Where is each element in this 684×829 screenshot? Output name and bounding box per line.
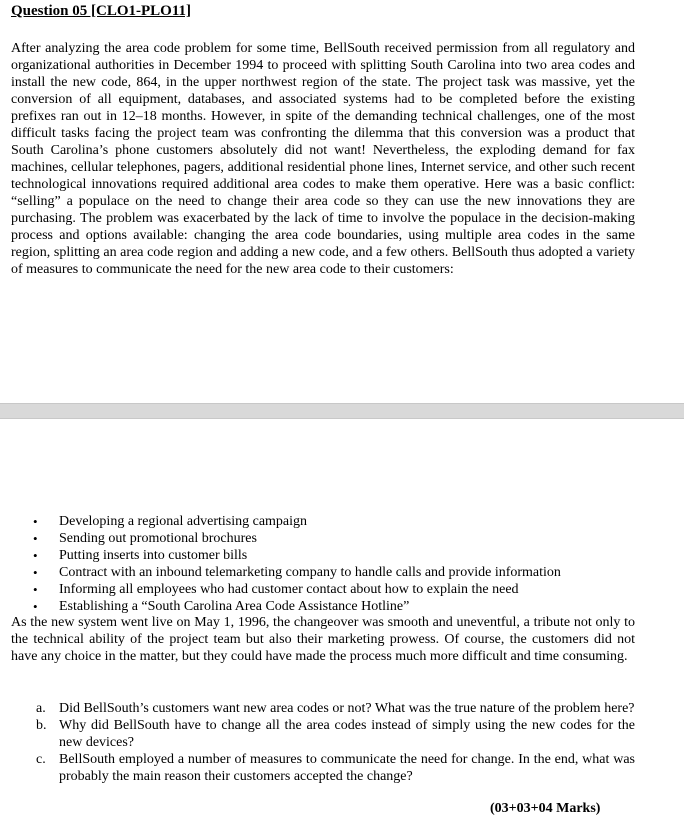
bullet-icon: • — [33, 582, 38, 597]
bullet-icon: • — [33, 548, 38, 563]
sub-question-c — [11, 751, 635, 785]
sub-question-text: BellSouth employed a number of measures to communicate the need for change. In the end, what was probably the main reason their customers accepted the change? — [59, 752, 635, 784]
sub-question-text: Why did BellSouth have to change all the area codes instead of simply using the new codes for the new devices? — [59, 718, 635, 750]
bullet-icon: • — [33, 599, 38, 614]
list-item: • Contract with an inbound telemarketing company to handle calls and provide information — [33, 565, 561, 580]
sub-questions-list — [11, 700, 635, 785]
sub-question-text: Did BellSouth’s customers want new area codes or not? What was the true nature of the problem here? — [59, 701, 635, 716]
bullet-icon: • — [33, 531, 38, 546]
list-item: • Putting inserts into customer bills — [33, 548, 248, 563]
list-item: • Establishing a “South Carolina Area Code Assistance Hotline” — [33, 599, 410, 614]
bullet-icon: • — [33, 565, 38, 580]
closing-paragraph: As the new system went live on May 1, 1996, the changeover was smooth and uneventful, a tribute not only to the technical ability of the project team but also their marketing prowess. Of course, the customers did not have any choice in the matter, but they could have made the process much more difficult and time consuming. — [11, 615, 635, 664]
marks-allocation: (03+03+04 Marks) — [490, 801, 601, 816]
list-item: • Informing all employees who had customer contact about how to explain the need — [33, 582, 519, 597]
intro-paragraph: After analyzing the area code problem for some time, BellSouth received permission from all regulatory and organizational authorities in December 1994 to proceed with splitting South Carolina into two area codes and install the new code, 864, in the upper northwest region of the state. The project task was massive, yet the conversion of all equipment, databases, and associated systems had to be completed before the existing prefixes ran out in 12–18 months. However, in spite of the demanding technical challenges, one of the most difficult tasks facing the project team was confronting the dilemma that this conversion was a product that South Carolina’s phone customers absolutely did not want! Nevertheless, the exploding demand for fax machines, cellular telephones, pagers, additional residential phone lines, Internet service, and other such recent technological innovations required additional area codes to make them operative. Here was a basic conflict: “selling” a populace on the need to change their area code so they can use the new innovations they are purchasing. The problem was exacerbated by the lack of time to involve the populace in the decision-making process and options available: changing the area code boundaries, using multiple area codes in the same region, splitting an area code region and adding a new code, and a few others. BellSouth thus adopted a variety of measures to communicate the need for the new area code to their customers: — [11, 41, 635, 277]
measures-list — [11, 513, 651, 615]
list-item: • Sending out promotional brochures — [33, 531, 257, 546]
sub-question-marker: c. — [36, 752, 46, 767]
question-title: Question 05 [CLO1-PLO11] — [11, 3, 192, 19]
sub-question-marker: a. — [36, 701, 46, 716]
sub-question-b — [11, 717, 635, 751]
sub-question-a — [11, 700, 635, 717]
sub-question-marker: b. — [36, 718, 47, 733]
page-break-divider — [0, 403, 684, 419]
bullet-icon: • — [33, 514, 38, 529]
list-item: • Developing a regional advertising campaign — [33, 514, 308, 529]
